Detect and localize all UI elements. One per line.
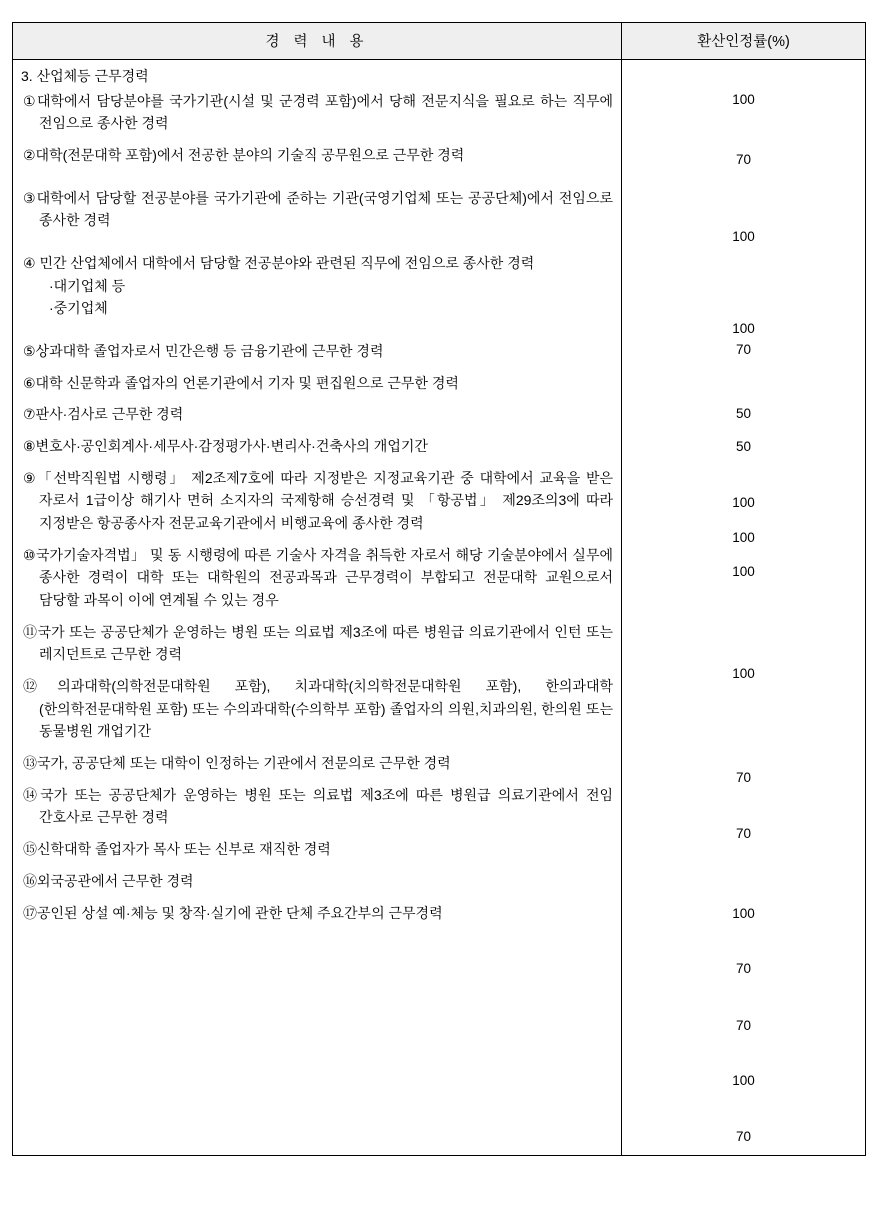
list-item — [19, 784, 613, 829]
item-text: ⑮신학대학 졸업자가 목사 또는 신부로 재직한 경력 — [23, 841, 331, 858]
item-text: ⑥대학 신문학과 졸업자의 언론기관에서 기자 및 편집원으로 근무한 경력 — [23, 374, 459, 391]
list-item — [19, 467, 613, 535]
item-text: ⑭국가 또는 공공단체가 운영하는 병원 또는 의료법 제3조에 따른 병원급 의료기관에서 전임 간호사로 근무한 경력 — [23, 786, 613, 826]
item-text: ②대학(전문대학 포함)에서 전공한 분야의 기술직 공무원으로 근무한 경력 — [23, 147, 465, 164]
table-header — [13, 23, 866, 60]
list-item — [19, 675, 613, 743]
rate-value: 100 — [732, 563, 755, 579]
content-list — [13, 60, 621, 934]
list-item — [19, 544, 613, 612]
rate-value: 100 — [732, 665, 755, 681]
section-title: 3. 산업체등 근무경력 — [21, 68, 149, 84]
rate-value: 70 — [735, 1017, 752, 1033]
rate-value: 100 — [732, 495, 755, 511]
rate-list — [622, 60, 865, 1155]
item-text: ③대학에서 담당할 전공분야를 국가기관에 준하는 기관(국영기업체 또는 공공단체)에서 전임으로 종사한 경력 — [23, 189, 613, 229]
career-conversion-table — [12, 22, 866, 1156]
rate-value: 100 — [732, 92, 755, 107]
rate-value: 50 — [735, 406, 752, 422]
rate-value: 70 — [735, 151, 752, 167]
rate-value: 50 — [735, 439, 752, 455]
list-item — [19, 902, 613, 925]
item-text: ⑯외국공관에서 근무한 경력 — [23, 872, 194, 889]
rate-value: 100 — [732, 1072, 755, 1088]
table-row — [13, 60, 866, 1156]
column-header-content: 경 력 내 용 — [13, 23, 622, 60]
list-item — [19, 90, 613, 135]
rate-value: 70 — [735, 826, 752, 842]
rate-value: 70 — [735, 770, 752, 786]
list-item — [19, 403, 613, 426]
item-text: ⑧변호사·공인회계사·세무사·감정평가사·변리사·건축사의 개업기간 — [23, 438, 428, 455]
rate-value: 100 — [732, 320, 755, 336]
list-item — [19, 621, 613, 666]
item-text: ⑩국가기술자격법」 및 동 시행령에 따른 기술사 자격을 취득한 자로서 해당 기술분야에서 실무에 종사한 경력이 대학 또는 대학원의 전공과목과 근무경력이 부합되고 전문대학 교원으로서 담당할 과목이 이에 연계될 수 있는 경우 — [23, 546, 613, 609]
item-text: ④ 민간 산업체에서 대학에서 담당할 전공분야와 관련된 직무에 전임으로 종사한 경력 — [23, 255, 535, 272]
item-text: ⑤상과대학 졸업자로서 민간은행 등 금융기관에 근무한 경력 — [23, 343, 384, 360]
header-row — [13, 23, 866, 60]
item-text: ⑦판사·검사로 근무한 경력 — [23, 406, 184, 423]
item-text: ⑫의과대학(의학전문대학원 포함), 치과대학(치의학전문대학원 포함), 한의과대학(한의학전문대학원 포함) 또는 수의과대학(수의학부 포함) 졸업자의 의원,치과의원, 한의원 또는 동물병원 개업기간 — [23, 678, 613, 740]
rate-value: 70 — [735, 961, 752, 977]
content-column — [13, 60, 622, 1156]
list-item — [19, 435, 613, 458]
rate-value: 70 — [735, 342, 752, 358]
column-header-rate: 환산인정률(%) — [622, 23, 866, 60]
list-item — [19, 870, 613, 893]
rate-value: 100 — [732, 906, 755, 922]
list-item — [19, 187, 613, 232]
item-text: ⑬국가, 공공단체 또는 대학이 인정하는 기관에서 전문의로 근무한 경력 — [23, 755, 451, 772]
item-text: ⑨「선박직원법 시행령」 제2조제7호에 따라 지정받은 지정교육기관 중 대학에서 교육을 받은 자로서 1급이상 해기사 면허 소지자의 국제항해 승선경력 및 「항공법」 제29조의3에 따라 지정받은 항공종사자 전문교육기관에서 비행교육에 종사한 경력 — [23, 469, 613, 532]
list-item — [19, 144, 613, 167]
list-item — [19, 340, 613, 363]
item-text: ⑪국가 또는 공공단체가 운영하는 병원 또는 의료법 제3조에 따른 병원급 의료기관에서 인턴 또는 레지던트로 근무한 경력 — [23, 623, 613, 663]
list-item — [19, 752, 613, 775]
table-body — [13, 60, 866, 1156]
list-item — [19, 838, 613, 861]
item-text: ⑰공인된 상설 예·체능 및 창작·실기에 관한 단체 주요간부의 근무경력 — [23, 904, 443, 921]
rate-value: 70 — [735, 1128, 752, 1144]
item-subtext: ·대기업체 등 — [49, 277, 126, 294]
rate-value: 100 — [732, 529, 755, 545]
item-text: ①대학에서 담당분야를 국가기관(시설 및 군경력 포함)에서 당해 전문지식을 필요로 하는 직무에 전임으로 종사한 경력 — [23, 92, 613, 132]
rate-column — [622, 60, 866, 1156]
rate-value: 100 — [732, 228, 755, 244]
list-item — [19, 252, 613, 320]
item-subtext: ·중기업체 — [49, 300, 108, 317]
list-item — [19, 372, 613, 395]
